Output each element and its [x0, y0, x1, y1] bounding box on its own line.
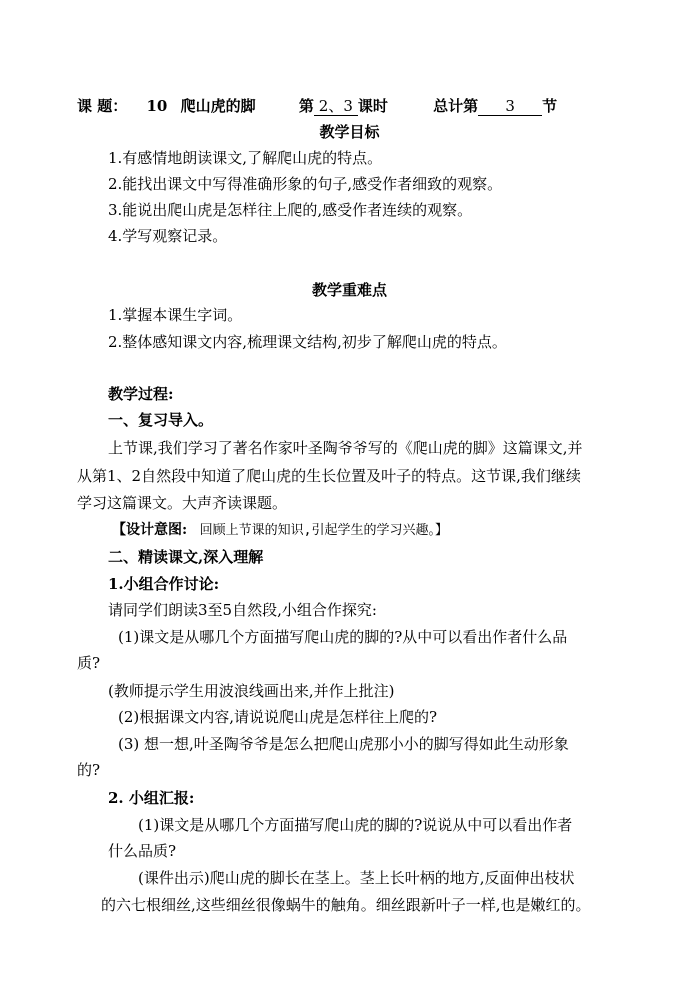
lesson-label: 课 题：	[77, 97, 128, 115]
design-intent-text: 回顾上节课的知识,引起学生的学习兴趣。】	[199, 523, 448, 538]
section1-heading: 一、复习导入。	[108, 411, 214, 429]
total-prefix: 总计第	[433, 97, 479, 115]
section1-paragraph-line: 从第1、2自然段中知道了爬山虎的生长位置及叶子的特点。这节课,我们继续	[77, 467, 581, 485]
objective-item: 1.有感情地朗读课文,了解爬山虎的特点。	[108, 149, 383, 167]
lesson-number: 10	[146, 97, 168, 115]
period-suffix: 课时	[357, 97, 388, 115]
process-title: 教学过程:	[108, 385, 174, 403]
objectives-title: 教学目标	[319, 123, 380, 141]
objective-item: 2.能找出课文中写得准确形象的句子,感受作者细致的观察。	[108, 175, 503, 193]
period-value: 2、3	[314, 98, 358, 116]
lesson-title: 爬山虎的脚	[180, 97, 256, 115]
design-intent-label: 【设计意图:	[112, 522, 188, 538]
section1-paragraph-line: 上节课,我们学习了著名作家叶圣陶爷爷写的《爬山虎的脚》这篇课文,并	[108, 439, 583, 457]
total-value: 3	[478, 98, 542, 116]
section2-heading: 二、精读课文,深入理解	[108, 548, 264, 566]
design-intent	[112, 520, 448, 541]
question-3-cont: 的?	[77, 761, 101, 779]
question-1: (1)课文是从哪几个方面描写爬山虎的脚的?从中可以看出作者什么品	[118, 628, 568, 646]
total-suffix: 节	[542, 97, 558, 115]
question-1-cont: 质?	[77, 654, 101, 672]
lesson-header	[77, 96, 557, 116]
sub2-heading: 2. 小组汇报:	[108, 789, 195, 807]
sub1-intro: 请同学们朗读3至5自然段,小组合作探究:	[108, 601, 377, 619]
question-2: (2)根据课文内容,请说说爬山虎是怎样往上爬的?	[118, 708, 438, 726]
teacher-hint: (教师提示学生用波浪线画出来,并作上批注)	[108, 682, 395, 700]
question-3: (3) 想一想,叶圣陶爷爷是怎么把爬山虎那小小的脚写得如此生动形象	[118, 735, 569, 753]
section1-paragraph-line: 学习这篇课文。大声齐读课题。	[77, 494, 288, 512]
report-2-cont: 的六七根细丝,这些细丝很像蜗牛的触角。细丝跟新叶子一样,也是嫩红的。	[101, 896, 591, 914]
report-1: (1)课文是从哪几个方面描写爬山虎的脚的?说说从中可以看出作者	[138, 816, 573, 834]
period-prefix: 第	[298, 97, 314, 115]
report-2: (课件出示)爬山虎的脚长在茎上。茎上长叶柄的地方,反面伸出枝状	[138, 869, 575, 887]
key-points-title: 教学重难点	[311, 281, 387, 299]
objective-item: 3.能说出爬山虎是怎样往上爬的,感受作者连续的观察。	[108, 201, 473, 219]
sub1-heading: 1.小组合作讨论:	[108, 575, 220, 593]
key-point-item: 1.掌握本课生字词。	[108, 306, 243, 324]
key-point-item: 2.整体感知课文内容,梳理课文结构,初步了解爬山虎的特点。	[108, 333, 507, 351]
report-1-cont: 什么品质?	[108, 842, 177, 860]
objective-item: 4.学写观察记录。	[108, 227, 228, 245]
